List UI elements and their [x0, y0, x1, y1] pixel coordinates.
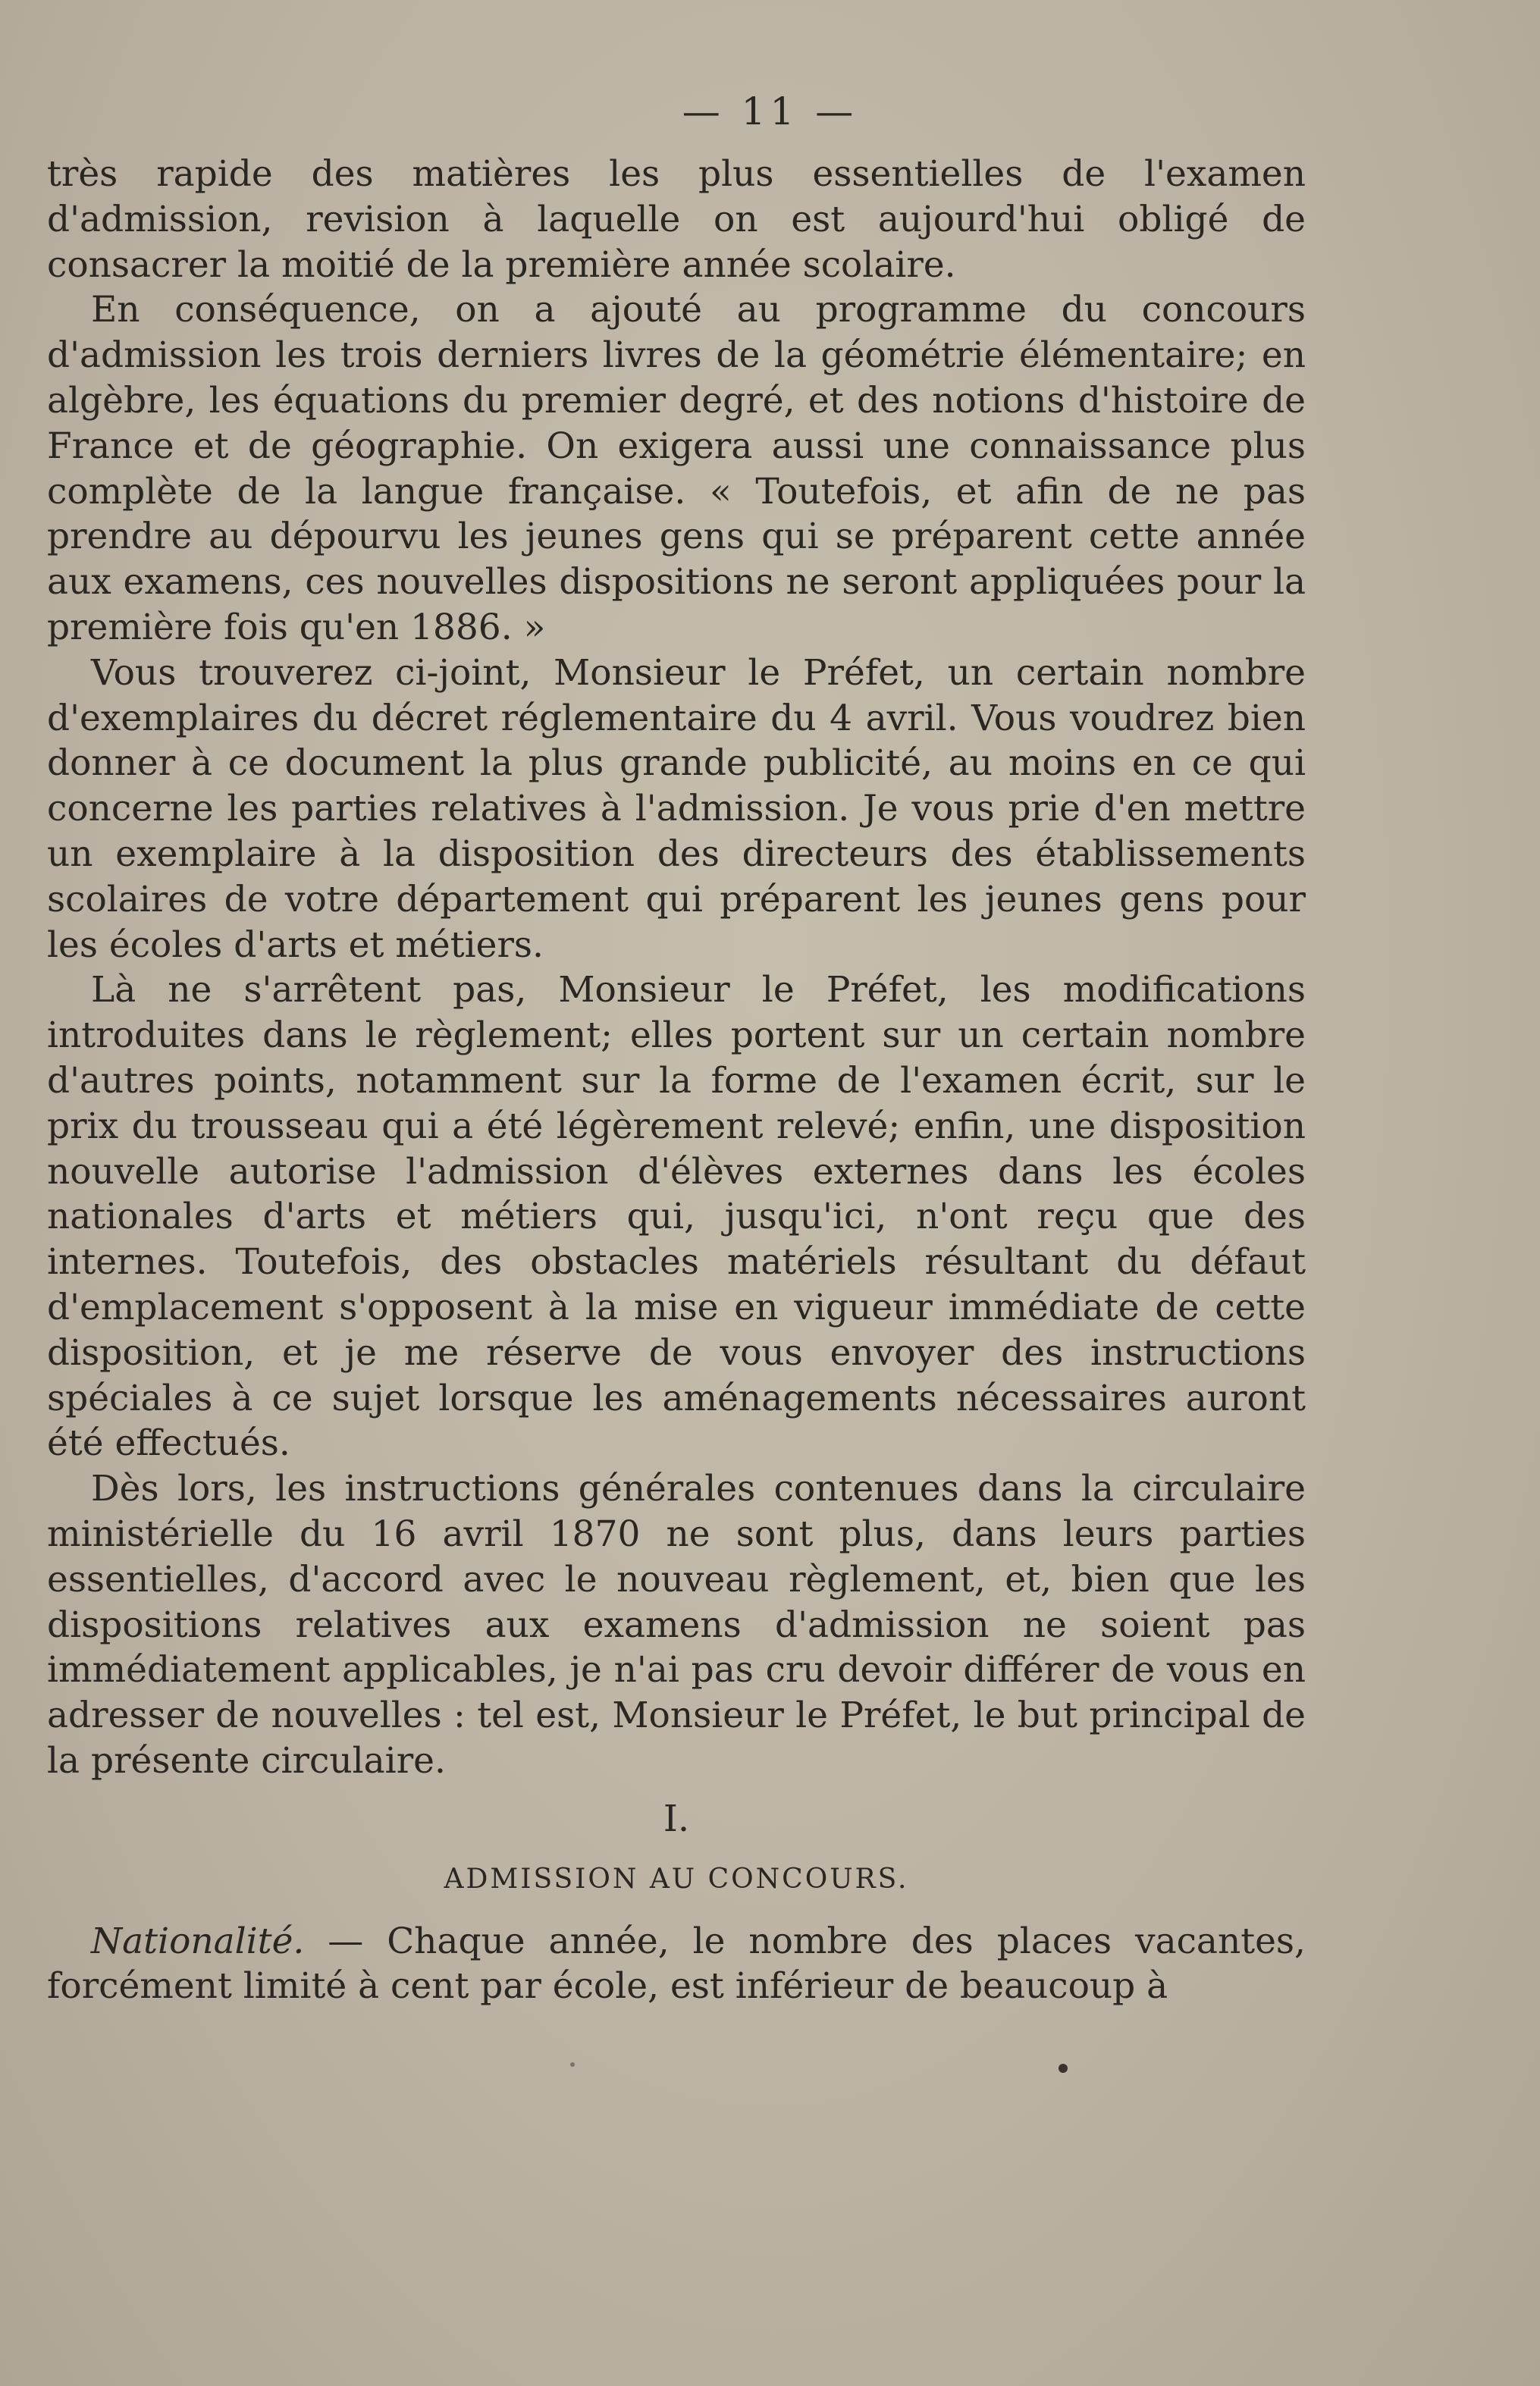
paragraph-body: — Chaque année, le nombre des places vacantes, forcément limité à cent par école, est inférieur de beaucoup à	[47, 1920, 1306, 2008]
paragraph-2: En conséquence, on a ajouté au programme du concours d'admission les trois derniers livres de la géométrie élémentaire; en algèbre, les équations du premier degré, et des notions d'histoire de France et de géographie. On exigera aussi une connaissance plus complète de la langue française. « Toutefois, et afin de ne pas prendre au dépourvu les jeunes gens qui se préparent cette année aux examens, ces nouvelles dispositions ne seront appliquées pour la première fois qu'en 1886. »	[47, 289, 1306, 648]
paragraph-nationalite	[47, 1919, 1306, 2010]
print-speck	[1059, 2064, 1068, 2073]
paragraph-5: Dès lors, les instructions générales contenues dans la circulaire ministérielle du 16 avril 1870 ne sont plus, dans leurs parties essentielles, d'accord avec le nouveau règlement, et, bien que les dispositions relatives aux examens d'admission ne soient pas immédiatement applicables, je n'ai pas cru devoir différer de vous en adresser de nouvelles : tel est, Monsieur le Préfet, le but principal de la présente circulaire.	[47, 1468, 1306, 1782]
section-title: ADMISSION AU CONCOURS.	[444, 1863, 909, 1895]
page-number: — 11 —	[682, 89, 858, 133]
print-speck	[570, 2062, 575, 2067]
body-text	[47, 152, 1306, 2009]
paragraph-4: Là ne s'arrêtent pas, Monsieur le Préfet, les modifications introduites dans le règlement; elles portent sur un certain nombre d'autres points, notamment sur la forme de l'examen écrit, sur le prix du trousseau qui a été légèrement relevé; enfin, une disposition nouvelle autorise l'admission d'élèves externes dans les écoles nationales d'arts et métiers qui, jusqu'ici, n'ont reçu que des internes. Toutefois, des obstacles matériels résultant du défaut d'emplacement s'opposent à la mise en vigueur immédiate de cette disposition, et je me réserve de vous envoyer des instructions spéciales à ce sujet lorsque les aménagements nécessaires auront été effectués.	[47, 969, 1306, 1465]
paragraph-1: très rapide des matières les plus essentielles de l'examen d'admission, revision à laquelle on est aujourd'hui obligé de consacrer la moitié de la première année scolaire.	[47, 153, 1306, 286]
paragraph-3: Vous trouverez ci-joint, Monsieur le Préfet, un certain nombre d'exemplaires du décret réglementaire du 4 avril. Vous voudrez bien donner à ce document la plus grande publicité, au moins en ce qui concerne les parties relatives à l'admission. Je vous prie d'en mettre un exemplaire à la disposition des directeurs des établissements scolaires de votre département qui préparent les jeunes gens pour les écoles d'arts et métiers.	[47, 651, 1306, 966]
paragraph-lead: Nationalité.	[91, 1920, 305, 1962]
section-number: I.	[663, 1797, 690, 1840]
